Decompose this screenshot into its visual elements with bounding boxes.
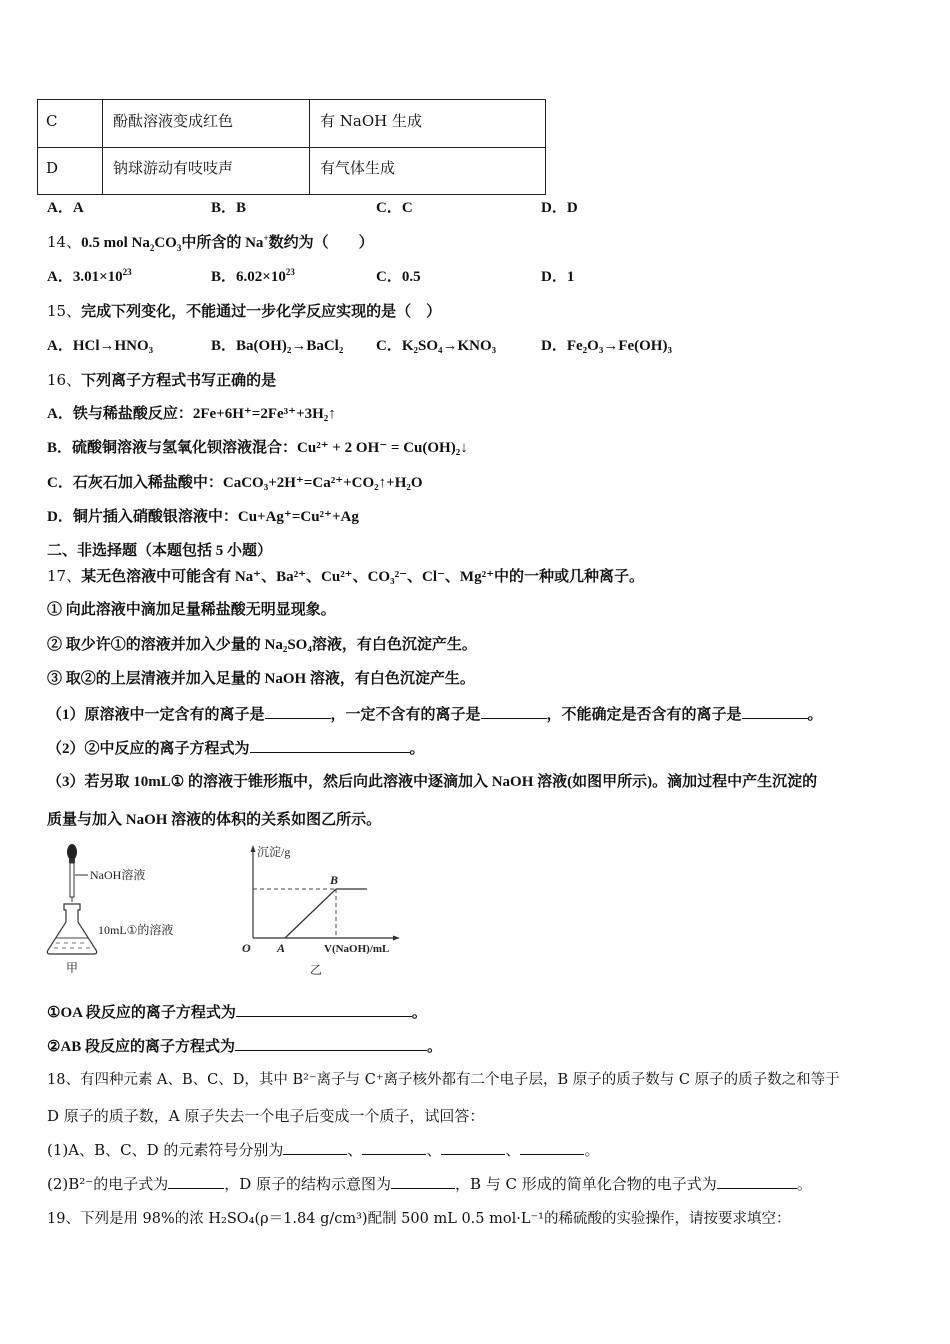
option-text: Ba(OH)₂→BaCl₂ (236, 338, 344, 354)
superscript: 23 (285, 267, 295, 277)
table-cell-phenomenon: 酚酞溶液变成红色 (102, 100, 319, 147)
q13-option-d: D．D (541, 200, 578, 216)
q15-option-a (47, 336, 153, 356)
point-b-label: B (330, 873, 339, 887)
prompt-text: 。 (427, 1039, 443, 1055)
q16-stem-text: 下列离子方程式书写正确的是 (81, 373, 277, 389)
superscript: + (263, 233, 269, 243)
point-a-label: A (277, 941, 286, 955)
q17-stem-text: 某无色溶液中可能含有 Na⁺、Ba²⁺、Cu²⁺、CO₃²⁻、Cl⁻、Mg²⁺中的一种或几种离子。 (81, 569, 645, 585)
option-label: C． (376, 269, 402, 285)
option-text: Fe₂O₃→Fe(OH)₃ (566, 338, 672, 354)
flask-label: 10mL①的溶液 (98, 923, 174, 937)
option-label: D． (541, 269, 567, 285)
prompt-text: (1)A、B、C、D 的元素符号分别为 (47, 1141, 284, 1159)
q17-stem (47, 566, 644, 587)
option-text: K₂SO₄→KNO₃ (401, 338, 497, 354)
answer-blank[interactable] (717, 1174, 797, 1189)
option-text: 1 (566, 269, 575, 285)
prompt-text: 。 (807, 707, 823, 723)
prompt-text: 。 (409, 741, 425, 757)
table-cell-option: D (46, 159, 59, 177)
q14-stem-text: 数约为（ ） (268, 235, 374, 251)
q17-sub2 (47, 738, 425, 759)
q13-table (37, 99, 546, 195)
figure-jia (44, 842, 204, 982)
option-desc: 铜片插入硝酸银溶液中： (72, 509, 238, 525)
q16-option-a (47, 404, 336, 424)
origin-label: O (242, 941, 251, 955)
q15-stem-text: 完成下列变化，不能通过一步化学反应实现的是（ ） (81, 304, 442, 320)
q14-option-c (376, 267, 421, 287)
q18-sub1 (47, 1140, 599, 1160)
separator: 、 (426, 1141, 442, 1159)
q15-stem (47, 301, 441, 322)
q17-step-3: ③ 取②的上层清液并加入足量的 NaOH 溶液，有白色沉淀产生。 (47, 671, 475, 687)
answer-blank[interactable] (235, 1036, 427, 1051)
prompt-text: （2）②中反应的离子方程式为 (47, 741, 250, 757)
option-label: B． (211, 269, 237, 285)
separator: 、 (505, 1141, 521, 1159)
answer-blank[interactable] (742, 704, 808, 719)
question-number: 14、 (47, 233, 82, 251)
q14-stem-text: 0.5 mol Na (81, 235, 150, 251)
q17-sub3-line1: （3）若另取 10mL① 的溶液于锥形瓶中，然后向此溶液中逐滴加入 NaOH 溶液(如图甲所示)。滴加过程中产生沉淀的 (47, 774, 818, 790)
y-axis-label: 沉淀/g (257, 845, 291, 859)
prompt-text: (2)B²⁻的电子式为 (47, 1175, 169, 1193)
q17-step-1: ① 向此溶液中滴加足量稀盐酸无明显现象。 (47, 602, 336, 618)
q17-ab (47, 1036, 442, 1057)
option-equation: CaCO₃+2H⁺=Ca²⁺+CO₂↑+H₂O (222, 475, 423, 491)
answer-blank[interactable] (391, 1174, 455, 1189)
option-desc: 铁与稀盐酸反应： (72, 406, 193, 422)
table-row (38, 100, 545, 148)
flask-dropper-diagram (44, 842, 204, 982)
prompt-text: ，D 原子的结构示意图为 (224, 1175, 391, 1193)
answer-blank[interactable] (168, 1174, 224, 1189)
q17-sub3-line2: 质量与加入 NaOH 溶液的体积的关系如图乙所示。 (47, 812, 382, 828)
q17-oa (47, 1002, 427, 1023)
option-label: B． (211, 338, 237, 354)
q16-option-b (47, 438, 468, 458)
option-equation: Cu+Ag⁺=Cu²⁺+Ag (237, 509, 359, 525)
q17-sub1 (47, 704, 823, 725)
option-label: A． (47, 269, 73, 285)
option-text: 0.5 (401, 269, 421, 285)
answer-blank[interactable] (520, 1140, 584, 1155)
q14-stem-text: 中所含的 Na (181, 235, 264, 251)
option-text: 6.02×10 (236, 269, 286, 285)
answer-blank[interactable] (362, 1140, 426, 1155)
option-label: A． (47, 338, 73, 354)
q16-option-c (47, 473, 423, 493)
option-label: C． (47, 475, 73, 491)
q15-option-c (376, 336, 496, 356)
prompt-text: ②AB 段反应的离子方程式为 (47, 1039, 236, 1055)
prompt-text: 。 (411, 1005, 427, 1021)
section-title: 二、非选择题（本题包括 5 小题） (47, 543, 273, 559)
figure-yi-chart (232, 842, 412, 982)
precipitate-volume-graph (232, 842, 412, 982)
prompt-text: 。 (584, 1141, 600, 1159)
question-number: 16、 (47, 371, 82, 389)
q13-option-a: A．A (47, 200, 84, 216)
option-desc: 硫酸铜溶液与氢氧化钡溶液混合： (72, 440, 298, 456)
q16-option-d (47, 507, 359, 527)
q18-stem-line1: 18、有四种元素 A、B、C、D，其中 B²⁻离子与 C⁺离子核外都有二个电子层，B 原子的质子数与 C 原子的质子数之和等于 (47, 1072, 840, 1088)
q17-step-2: ② 取少许①的溶液并加入少量的 Na₂SO₄溶液，有白色沉淀产生。 (47, 637, 477, 653)
answer-blank[interactable] (250, 738, 410, 753)
q19-stem: 19、下列是用 98%的浓 H₂SO₄(ρ＝1.84 g/cm³)配制 500 mL 0.5 mol·L⁻¹的稀硫酸的实验操作，请按要求填空： (47, 1211, 791, 1227)
option-text: HCl→HNO₃ (72, 338, 154, 354)
q14-stem (47, 232, 374, 253)
prompt-text: ，B 与 C 形成的简单化合物的电子式为 (455, 1175, 717, 1193)
answer-blank[interactable] (265, 704, 331, 719)
table-cell-option: C (46, 112, 58, 130)
q18-sub2 (47, 1174, 812, 1194)
prompt-text: （1）原溶液中一定含有的离子是 (47, 707, 265, 723)
option-desc: 石灰石加入稀盐酸中： (72, 475, 223, 491)
q14-option-a (47, 267, 132, 287)
q18-stem-line2: D 原子的质子数，A 原子失去一个电子后变成一个质子，试回答： (47, 1107, 485, 1125)
answer-blank[interactable] (283, 1140, 347, 1155)
option-label: B． (47, 440, 73, 456)
question-number: 17、 (47, 567, 82, 585)
option-label: A． (47, 406, 73, 422)
q15-option-d (541, 336, 672, 356)
figure-caption: 乙 (310, 963, 323, 977)
q16-stem (47, 370, 276, 391)
answer-blank[interactable] (481, 704, 547, 719)
answer-blank[interactable] (236, 1002, 412, 1017)
q15-option-b (211, 336, 343, 356)
subscript: 2 (149, 243, 155, 253)
dropper-label: NaOH溶液 (90, 868, 146, 882)
separator: 、 (347, 1141, 363, 1159)
answer-blank[interactable] (441, 1140, 505, 1155)
option-text: 3.01×10 (72, 269, 123, 285)
option-label: C． (376, 338, 402, 354)
q14-option-d (541, 267, 574, 287)
table-cell-explanation: 有气体生成 (309, 147, 545, 194)
q14-option-b (211, 267, 295, 287)
option-equation: Cu²⁺ + 2 OH⁻ = Cu(OH)₂↓ (297, 440, 468, 456)
q13-option-c: C．C (376, 200, 413, 216)
table-cell-explanation: 有 NaOH 生成 (309, 100, 545, 147)
question-number: 15、 (47, 302, 82, 320)
figure-caption: 甲 (66, 961, 79, 975)
prompt-text: ，不能确定是否含有的离子是 (546, 707, 742, 723)
q13-option-b: B．B (211, 200, 247, 216)
prompt-text: ①OA 段反应的离子方程式为 (47, 1005, 236, 1021)
option-label: D． (47, 509, 73, 525)
option-equation: 2Fe+6H⁺=2Fe³⁺+3H₂↑ (192, 406, 336, 422)
table-row (38, 147, 545, 194)
option-label: D． (541, 338, 567, 354)
q14-stem-text: CO (154, 235, 177, 251)
prompt-text: ，一定不含有的离子是 (330, 707, 481, 723)
prompt-text: 。 (796, 1175, 812, 1193)
x-axis-label: V(NaOH)/mL (324, 943, 390, 955)
table-cell-phenomenon: 钠球游动有吱吱声 (102, 147, 319, 194)
subscript: 3 (176, 243, 182, 253)
superscript: 23 (122, 267, 132, 277)
